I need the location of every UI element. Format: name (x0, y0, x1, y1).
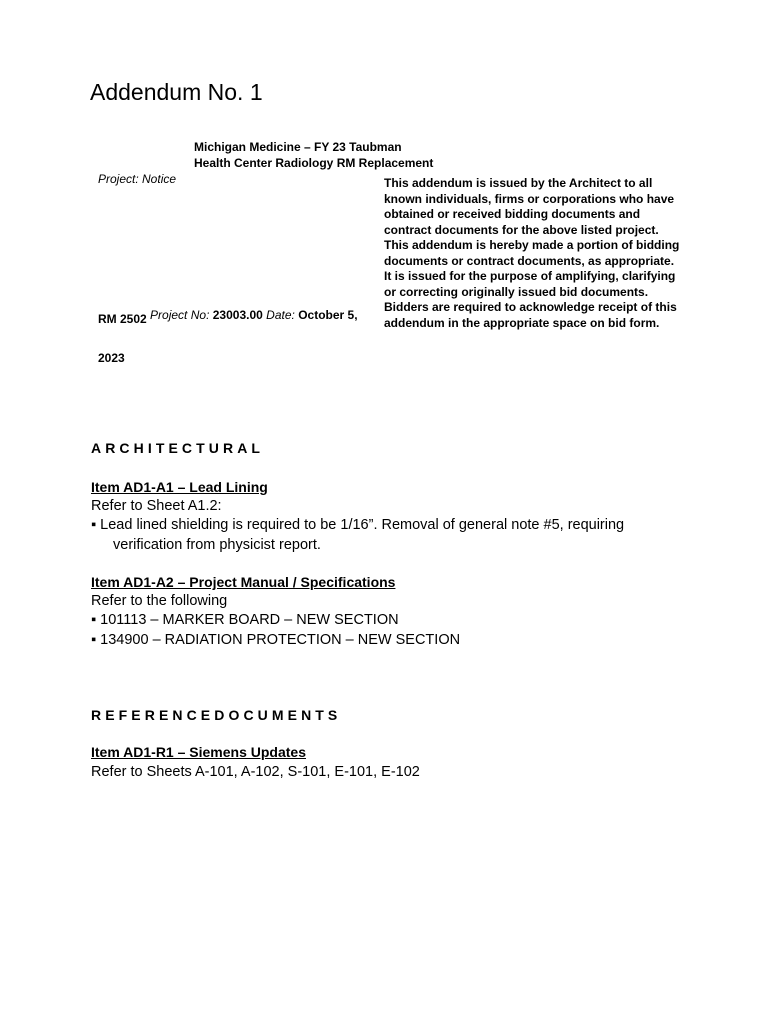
project-info-line (98, 308, 358, 327)
item-ad1-a1-bullet-line-1: ▪ Lead lined shielding is required to be 1/16”. Removal of general note #5, requiring (91, 517, 625, 533)
item-heading-ad1-a1: Item AD1-A1 – Lead Lining (91, 479, 268, 495)
section-heading-architectural: ARCHITECTURAL (91, 440, 265, 456)
date-label: Date: (266, 308, 295, 322)
room-number: RM 2502 (98, 312, 147, 326)
project-name-line-2: Health Center Radiology RM Replacement (194, 156, 434, 170)
item-ad1-a2-bullet-1: ▪ 101113 – MARKER BOARD – NEW SECTION (91, 612, 399, 628)
date-year: 2023 (98, 351, 125, 365)
project-label: Project: Notice (98, 172, 177, 186)
date-value: October 5, (298, 308, 358, 322)
item-ad1-a1-intro: Refer to Sheet A1.2: (91, 498, 222, 514)
item-ad1-a1-bullet-line-2: verification from physicist report. (113, 537, 321, 553)
document-title: Addendum No. 1 (90, 79, 263, 105)
project-name (194, 139, 433, 171)
section-heading-reference-documents: REFERENCEDOCUMENTS (91, 707, 342, 723)
project-no: 23003.00 (212, 308, 263, 322)
project-no-label: Project No: (150, 308, 210, 322)
item-heading-ad1-r1: Item AD1-R1 – Siemens Updates (91, 744, 306, 760)
item-ad1-a2-bullet-2: ▪ 134900 – RADIATION PROTECTION – NEW SECTION (91, 632, 461, 648)
item-ad1-a2-intro: Refer to the following (91, 593, 228, 609)
project-name-line-1: Michigan Medicine – FY 23 Taubman (194, 140, 402, 154)
item-ad1-r1-intro: Refer to Sheets A-101, A-102, S-101, E-101, E-102 (91, 764, 420, 780)
item-heading-ad1-a2: Item AD1-A2 – Project Manual / Specifications (91, 574, 396, 590)
addendum-notice: This addendum is issued by the Architect to all known individuals, firms or corporations who have obtained or received bidding documents and contract documents for the above listed project. This addendum is hereby made a portion of bidding documents or contract documents, as appropriate. It is issued for the purpose of amplifying, clarifying or correcting originally issued bid documents. Bidders are required to acknowledge receipt of this addendum in the appropriate space on bid form. (384, 176, 680, 330)
